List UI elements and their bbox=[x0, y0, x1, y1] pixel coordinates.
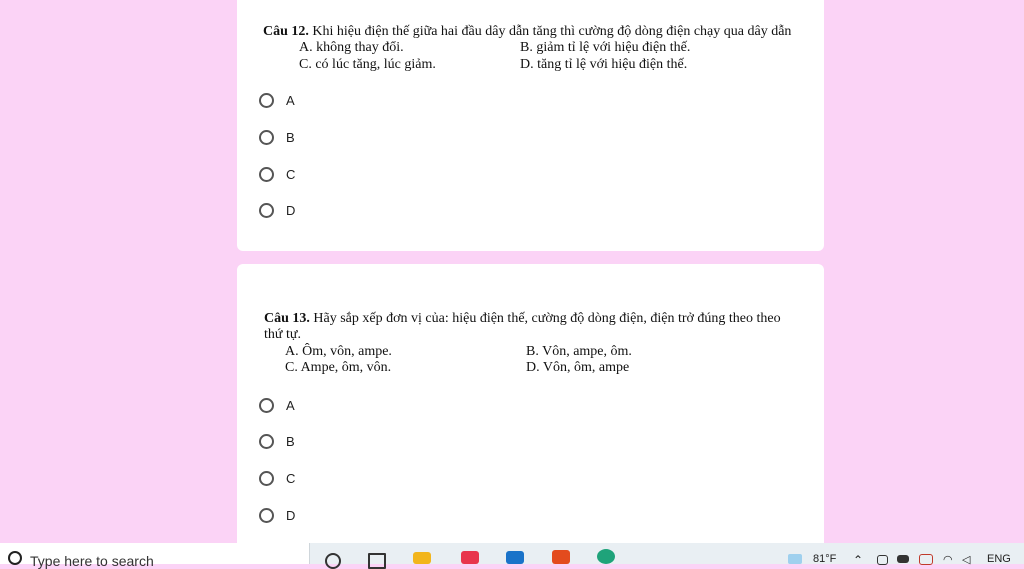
question-12-choice-b[interactable] bbox=[259, 125, 295, 149]
question-12-option-d: D. tăng tỉ lệ với hiệu điện thế. bbox=[520, 57, 688, 72]
app-icon[interactable] bbox=[461, 551, 479, 564]
radio-button[interactable] bbox=[259, 471, 274, 486]
language-indicator[interactable]: ENG bbox=[987, 553, 1011, 565]
question-13-option-b: B. Vôn, ampe, ôm. bbox=[526, 344, 632, 359]
question-12-choice-c[interactable] bbox=[259, 162, 295, 186]
task-view-icon[interactable] bbox=[368, 553, 386, 569]
weather-temperature[interactable]: 81°F bbox=[813, 553, 837, 565]
question-13-choice-a[interactable] bbox=[259, 393, 295, 417]
question-12-option-a: A. không thay đổi. bbox=[299, 40, 404, 55]
question-13-choice-d[interactable] bbox=[259, 503, 295, 527]
question-12-choice-d[interactable] bbox=[259, 198, 295, 222]
radio-button[interactable] bbox=[259, 93, 274, 108]
volume-icon[interactable]: ◁ bbox=[962, 554, 971, 566]
cortana-icon[interactable] bbox=[325, 553, 341, 569]
weather-icon[interactable] bbox=[788, 554, 802, 564]
radio-button[interactable] bbox=[259, 167, 274, 182]
question-12-text bbox=[263, 24, 791, 40]
choice-label: D bbox=[286, 507, 296, 523]
question-12-number: Câu 12. bbox=[263, 24, 309, 39]
radio-button[interactable] bbox=[259, 508, 274, 523]
choice-label: B bbox=[286, 433, 295, 449]
choice-label: B bbox=[286, 129, 295, 145]
question-13-stem: Hãy sắp xếp đơn vị của: hiệu điện thế, cường độ dòng điện, điện trở đúng theo theo bbox=[313, 311, 781, 326]
question-13-number: Câu 13. bbox=[264, 311, 310, 326]
question-13-text bbox=[264, 311, 781, 327]
choice-label: A bbox=[286, 92, 295, 108]
question-13-option-c: C. Ampe, ôm, vôn. bbox=[285, 360, 392, 375]
mail-icon[interactable] bbox=[506, 551, 524, 564]
choice-label: C bbox=[286, 166, 296, 182]
choice-label: D bbox=[286, 202, 296, 218]
choice-label: A bbox=[286, 397, 295, 413]
antivirus-icon[interactable] bbox=[919, 554, 933, 565]
question-13-choice-b[interactable] bbox=[259, 429, 295, 453]
radio-button[interactable] bbox=[259, 434, 274, 449]
question-12-option-c: C. có lúc tăng, lúc giảm. bbox=[299, 57, 436, 72]
chevron-up-icon[interactable]: ⌃ bbox=[853, 553, 864, 567]
question-12-stem: Khi hiệu điện thế giữa hai đầu dây dẫn tăng thì cường độ dòng điện chạy qua dây dẫn bbox=[312, 24, 792, 39]
search-icon bbox=[8, 551, 22, 565]
question-13-choice-c[interactable] bbox=[259, 466, 295, 490]
taskbar bbox=[0, 543, 1024, 569]
radio-button[interactable] bbox=[259, 130, 274, 145]
question-13-option-a: A. Ôm, vôn, ampe. bbox=[285, 344, 392, 359]
question-13-stem-continued: thứ tự. bbox=[264, 327, 301, 342]
question-12-choice-a[interactable] bbox=[259, 88, 295, 112]
wifi-icon[interactable]: ◠ bbox=[943, 554, 953, 566]
question-card-12 bbox=[237, 0, 824, 251]
question-13-option-d: D. Vôn, ôm, ampe bbox=[526, 360, 630, 375]
edge-browser-icon[interactable] bbox=[597, 549, 615, 564]
radio-button[interactable] bbox=[259, 398, 274, 413]
taskbar-search-box[interactable] bbox=[0, 543, 310, 569]
choice-label: C bbox=[286, 470, 296, 486]
radio-button[interactable] bbox=[259, 203, 274, 218]
brave-browser-icon[interactable] bbox=[552, 550, 570, 564]
question-12-option-b: B. giảm tỉ lệ với hiệu điện thế. bbox=[520, 40, 691, 55]
question-card-13 bbox=[237, 264, 824, 564]
search-placeholder: Type here to search bbox=[30, 553, 154, 569]
file-explorer-icon[interactable] bbox=[413, 552, 431, 564]
battery-icon[interactable] bbox=[897, 555, 909, 563]
